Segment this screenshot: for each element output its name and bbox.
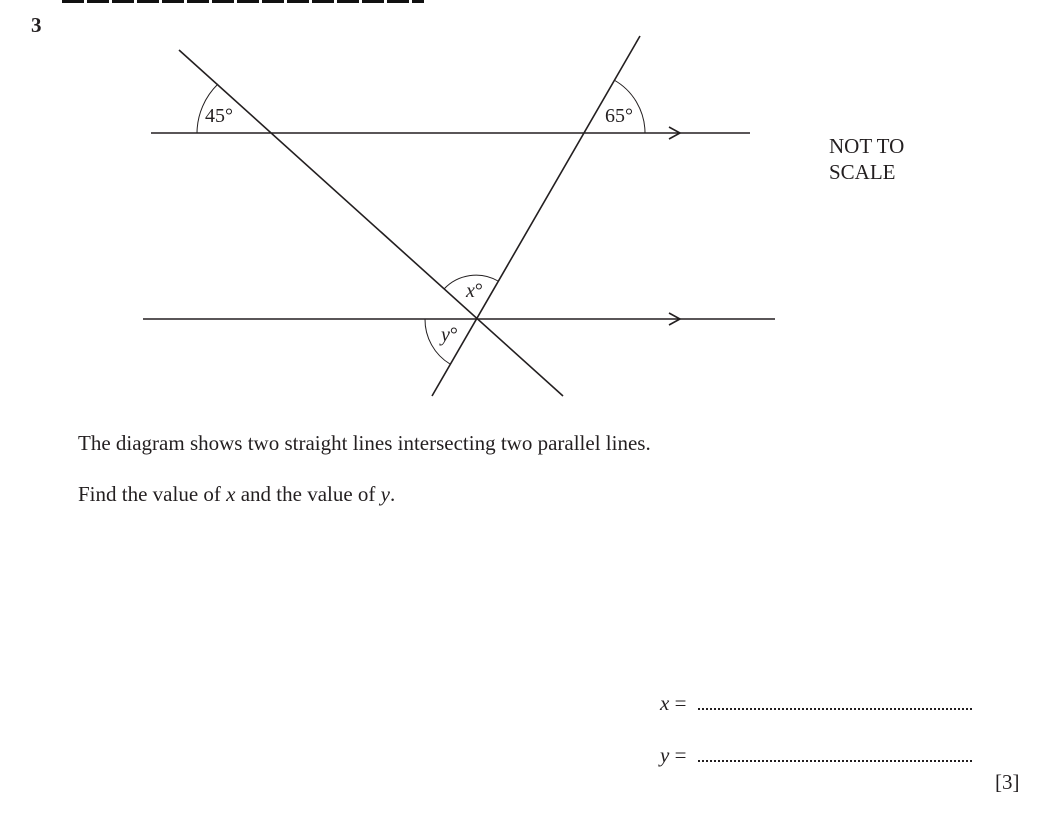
- transversal-line-2: [432, 36, 640, 396]
- angle-label-x: [465, 280, 483, 302]
- not-to-scale-line-2: SCALE: [829, 160, 896, 184]
- answer-y-field[interactable]: [698, 744, 972, 762]
- instruction-prefix: Find the value of: [78, 482, 227, 506]
- angle-label-y-unit: °: [449, 324, 458, 346]
- answer-x-field[interactable]: [698, 692, 972, 710]
- angle-label-x-var: x: [466, 280, 475, 302]
- instruction-middle: and the value of: [235, 482, 381, 506]
- angle-label-y-var: y: [441, 324, 450, 346]
- question-instruction: [78, 482, 395, 507]
- transversal-line-1: [179, 50, 563, 396]
- question-number: 3: [31, 13, 42, 37]
- angle-label-65: 65°: [605, 105, 633, 127]
- instruction-var-x: x: [226, 482, 236, 506]
- not-to-scale-note: [829, 133, 904, 185]
- angle-label-45: 45°: [205, 105, 233, 127]
- answer-y-line: [660, 743, 972, 768]
- answer-y-label: y: [660, 743, 670, 767]
- angle-label-x-unit: °: [474, 280, 483, 302]
- answer-x-label: x: [660, 691, 670, 715]
- answer-x-equals: =: [669, 691, 687, 715]
- answer-y-equals: =: [669, 743, 687, 767]
- not-to-scale-line-1: NOT TO: [829, 134, 905, 158]
- instruction-var-y: y: [380, 482, 390, 506]
- instruction-suffix: .: [390, 482, 396, 506]
- marks-indicator: [3]: [995, 770, 1020, 794]
- question-statement: The diagram shows two straight lines intersecting two parallel lines.: [78, 431, 651, 455]
- angle-label-y: [439, 324, 458, 346]
- answer-x-line: [660, 691, 972, 716]
